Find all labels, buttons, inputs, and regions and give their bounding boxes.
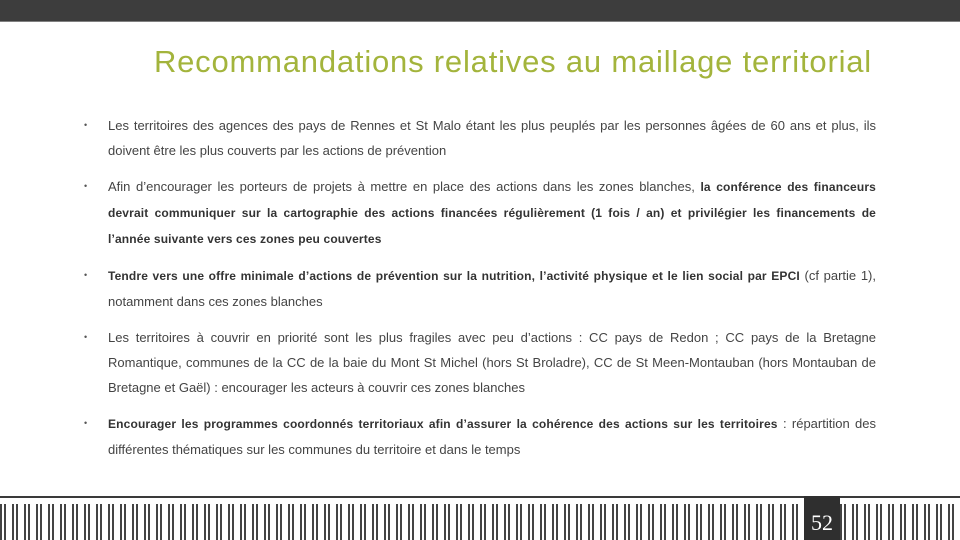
top-bar <box>0 0 960 22</box>
bullet-marker: • <box>84 332 88 342</box>
bullet-item-4 <box>84 325 876 400</box>
page-number-box <box>804 496 840 540</box>
bullet-text: : répartition des différentes thématiques sur les communes du territoire et dans le temps <box>108 416 876 457</box>
slide-title: Recommandations relatives au maillage territorial <box>153 44 872 79</box>
bullet-text: Les territoires à couvrir en priorité sont les plus fragiles avec peu d’actions : CC pays de Redon ; CC pays de la Bretagne Romantique, communes de la CC de la baie du Mont St Michel (hors St Broladre), CC de St Meen-Montauban (hors Montauban de Bretagne et Gaël) : encourager les acteurs à couvrir ces zones blanches <box>108 330 876 395</box>
footer-band <box>0 496 960 540</box>
bullet-item-5 <box>84 411 876 462</box>
bullet-item-3 <box>84 263 876 314</box>
bullet-marker: • <box>84 270 88 280</box>
bullet-bold-text: Encourager les programmes coordonnés territoriaux afin d’assurer la cohérence des actions sur les territoires <box>108 417 778 431</box>
bullet-bold-text: Tendre vers une offre minimale d’actions de prévention sur la nutrition, l’activité physique et le lien social par EPCI <box>108 269 800 283</box>
bullet-text: Les territoires des agences des pays de Rennes et St Malo étant les plus peuplés par les personnes âgées de 60 ans et plus, ils doivent être les plus couverts par les actions de prévention <box>108 118 876 158</box>
bullet-list <box>84 113 876 462</box>
bullet-item-1 <box>84 113 876 163</box>
top-bar-line <box>0 21 960 22</box>
bullet-text: Afin d’encourager les porteurs de projets à mettre en place des actions dans les zones blanches, <box>108 179 695 194</box>
bullet-marker: • <box>84 120 88 130</box>
page-number: 52 <box>811 510 833 535</box>
bullet-marker: • <box>84 418 88 428</box>
bullet-marker: • <box>84 181 88 191</box>
bullet-bold-text: la conférence des financeurs devrait communiquer sur la cartographie des actions financées régulièrement (1 fois / an) et privilégier les financements de l’année suivante vers ces zones peu couvertes <box>108 180 876 246</box>
bullet-text: (cf partie 1), notamment dans ces zones blanches <box>108 268 876 309</box>
bullet-item-2 <box>84 174 876 252</box>
